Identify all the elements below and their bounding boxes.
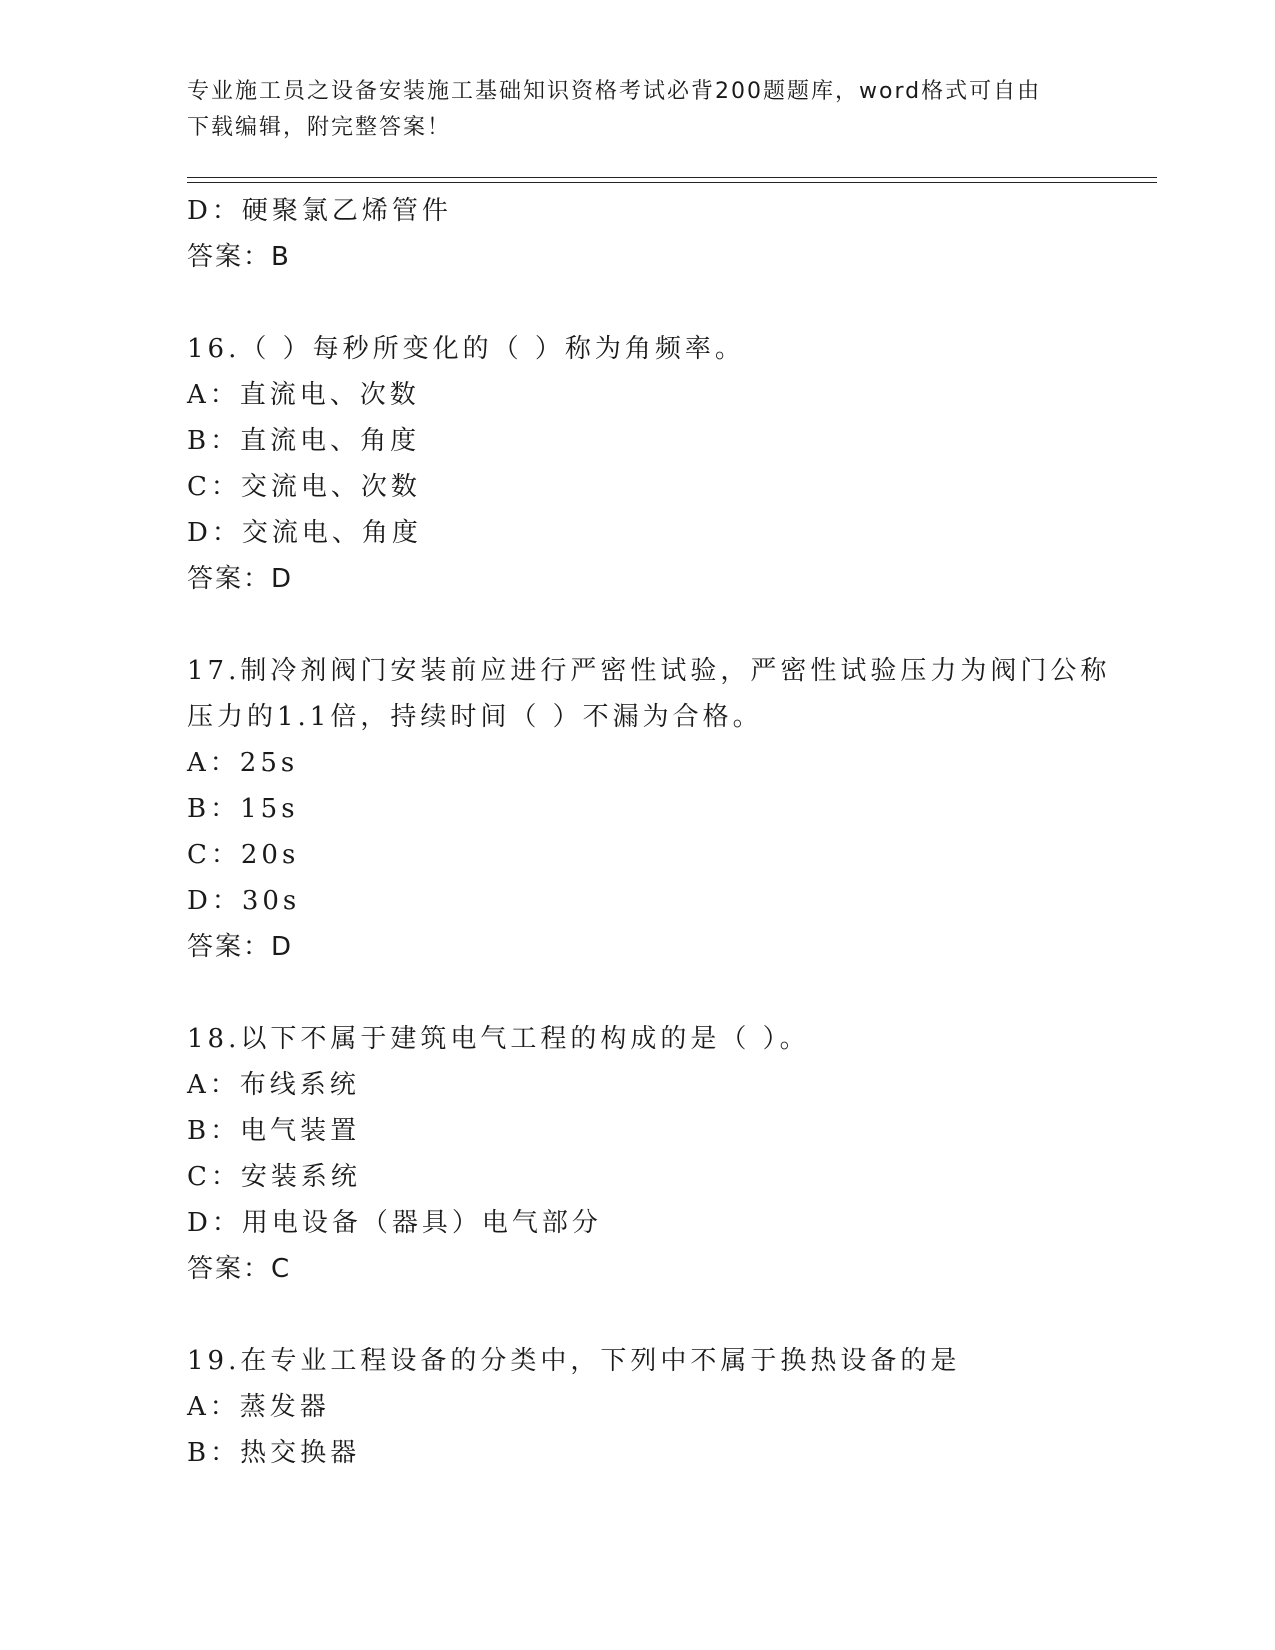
option-d: D：硬聚氯乙烯管件	[187, 196, 452, 226]
spacer	[187, 280, 1127, 326]
question-block-18	[187, 1016, 1127, 1292]
question-stem: 18.以下不属于建筑电气工程的构成的是（ ）。	[187, 1024, 810, 1054]
option-b: B：热交换器	[187, 1438, 361, 1468]
option-a: A：蒸发器	[187, 1392, 330, 1422]
document-header	[187, 74, 1067, 146]
spacer	[187, 970, 1127, 1016]
spacer	[187, 602, 1127, 648]
answer-line: 答案：D	[187, 932, 294, 962]
question-stem-continued: 压力的1.1倍，持续时间（ ）不漏为合格。	[187, 702, 763, 732]
option-d: D：用电设备（器具）电气部分	[187, 1208, 602, 1238]
option-a: A：直流电、次数	[187, 380, 420, 410]
header-line-1: 专业施工员之设备安装施工基础知识资格考试必背200题题库，word格式可自由	[187, 79, 1042, 104]
document-body	[187, 188, 1127, 1476]
option-d: D：交流电、角度	[187, 518, 422, 548]
question-block-16	[187, 326, 1127, 602]
option-d: D：30s	[187, 886, 301, 916]
header-divider-bottom	[187, 182, 1157, 183]
question-block-17	[187, 648, 1127, 970]
header-line-2: 下载编辑，附完整答案！	[187, 115, 452, 140]
question-stem: 17.制冷剂阀门安装前应进行严密性试验，严密性试验压力为阀门公称	[187, 656, 1111, 686]
answer-line: 答案：B	[187, 242, 291, 272]
answer-line: 答案：D	[187, 564, 294, 594]
spacer	[187, 1292, 1127, 1338]
question-block-19	[187, 1338, 1127, 1476]
header-divider-top	[187, 177, 1157, 178]
option-a: A：25s	[187, 748, 299, 778]
option-a: A：布线系统	[187, 1070, 360, 1100]
option-b: B：电气装置	[187, 1116, 361, 1146]
option-b: B：15s	[187, 794, 299, 824]
option-b: B：直流电、角度	[187, 426, 421, 456]
question-stem: 16.（ ）每秒所变化的（ ）称为角频率。	[187, 334, 745, 364]
option-c: C：交流电、次数	[187, 472, 421, 502]
question-stem: 19.在专业工程设备的分类中，下列中不属于换热设备的是	[187, 1346, 961, 1376]
option-c: C：20s	[187, 840, 300, 870]
option-c: C：安装系统	[187, 1162, 361, 1192]
answer-line: 答案：C	[187, 1254, 292, 1284]
